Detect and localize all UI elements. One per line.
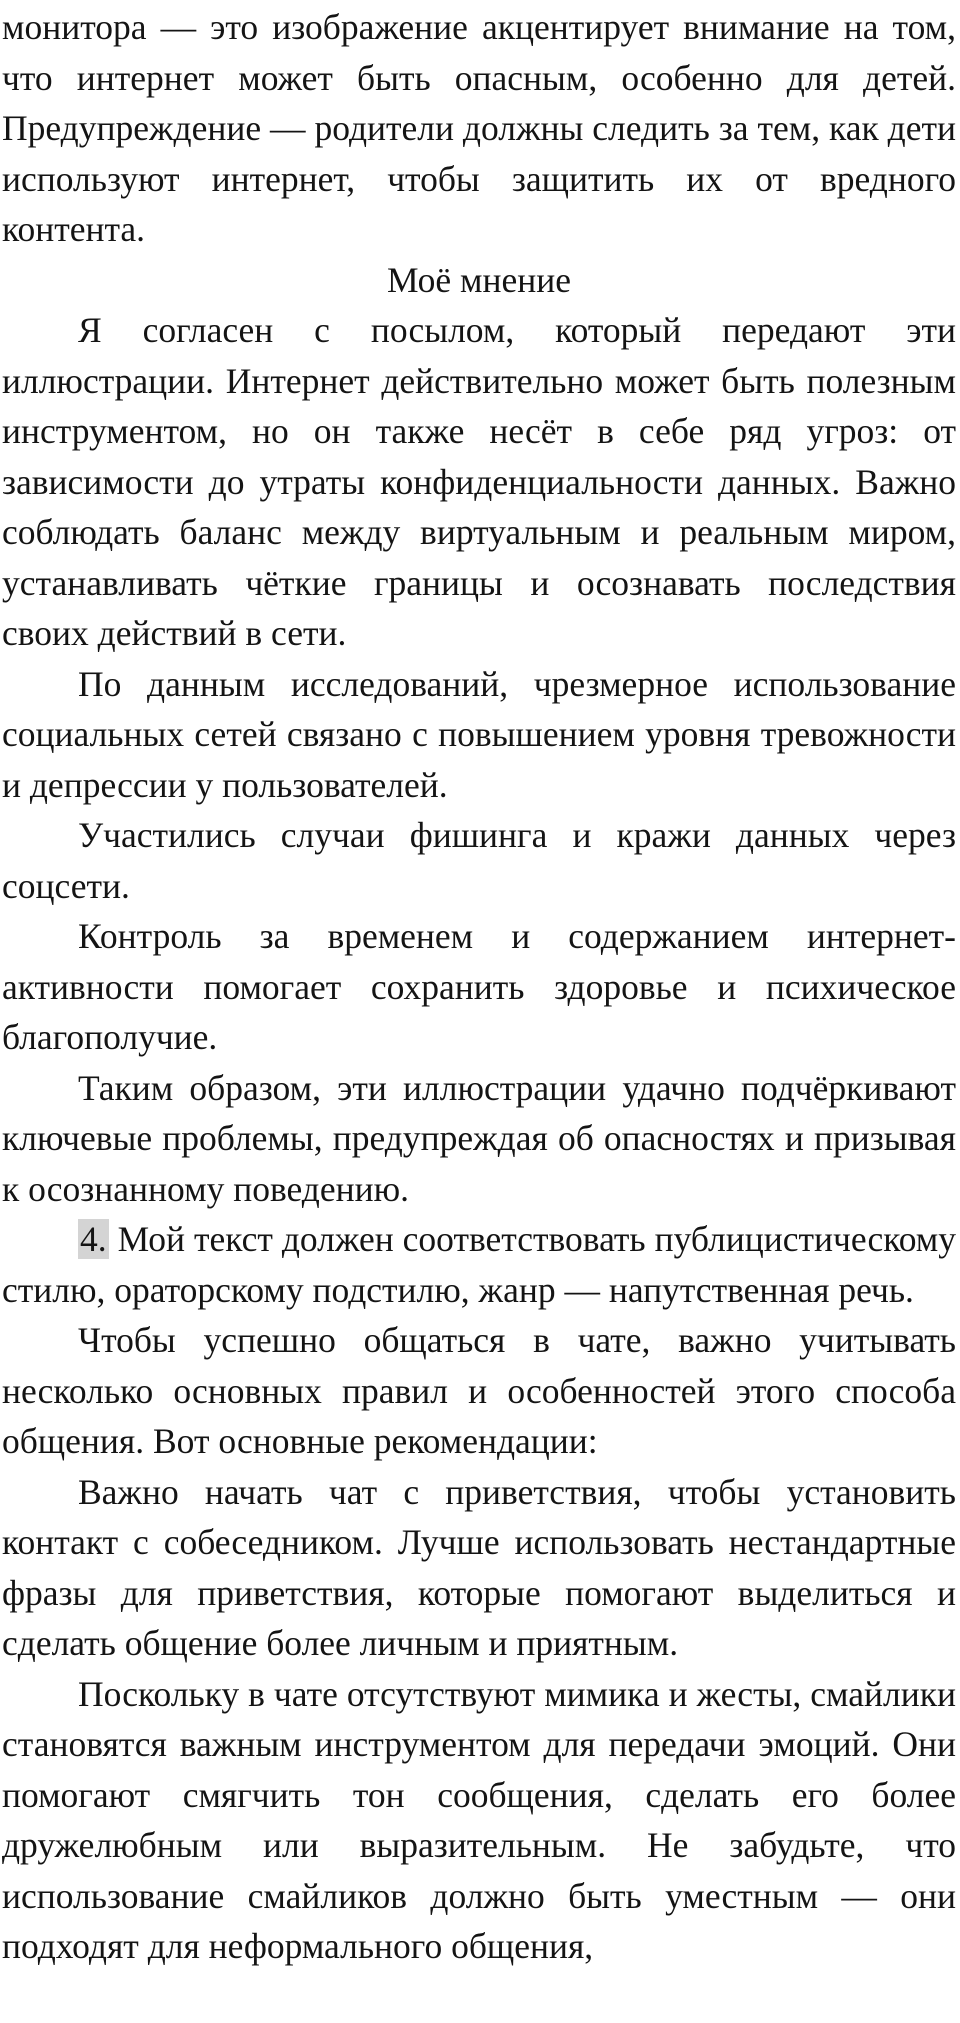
paragraph-opinion: Я согласен с посылом, который передают эти иллюстрации. Интернет действительно может быть полезным инструментом, но он также несёт в себе ряд угроз: от зависимости до утраты конфиденциальности данных. Важно соблюдать баланс между виртуальным и реальным миром, устанавливать чёткие границы и осознавать последствия своих действий в сети.	[2, 310, 956, 653]
paragraph-task-4	[2, 1214, 956, 1315]
paragraph-chat-intro: Чтобы успешно общаться в чате, важно учитывать несколько основных правил и особенностей этого способа общения. Вот основные рекомендации:	[2, 1320, 956, 1461]
task-4-text: Мой текст должен соответствовать публицистическому стилю, ораторскому подстилю, жанр — напутственная речь.	[2, 1219, 956, 1310]
paragraph-phishing: Участились случаи фишинга и кражи данных через соцсети.	[2, 815, 956, 906]
paragraph-continuation: монитора — это изображение акцентирует внимание на том, что интернет может быть опасным, особенно для детей. Предупреждение — родители должны следить за тем, как дети используют интернет, чтобы защитить их от вредного контента.	[2, 7, 956, 249]
paragraph-greeting: Важно начать чат с приветствия, чтобы установить контакт с собеседником. Лучше использовать нестандартные фразы для приветствия, которые помогают выделиться и сделать общение более личным и приятным.	[2, 1471, 956, 1663]
paragraph-control: Контроль за временем и содержанием интернет-активности помогает сохранить здоровье и психическое благополучие.	[2, 916, 956, 1057]
paragraph-research: По данным исследований, чрезмерное использование социальных сетей связано с повышением уровня тревожности и депрессии у пользователей.	[2, 663, 956, 805]
paragraph-conclusion: Таким образом, эти иллюстрации удачно подчёркивают ключевые проблемы, предупреждая об опасностях и призывая к осознанному поведению.	[2, 1067, 956, 1209]
section-heading: Моё мнение	[386, 259, 572, 300]
highlighted-item-number: 4.	[80, 1219, 107, 1259]
paragraph-emoji: Поскольку в чате отсутствуют мимика и жесты, смайлики становятся важным инструментом для передачи эмоций. Они помогают смягчить тон сообщения, сделать его более дружелюбным или выразительным. Не забудьте, что использование смайликов должно быть уместным — они подходят для неформального общения,	[2, 1673, 956, 1966]
